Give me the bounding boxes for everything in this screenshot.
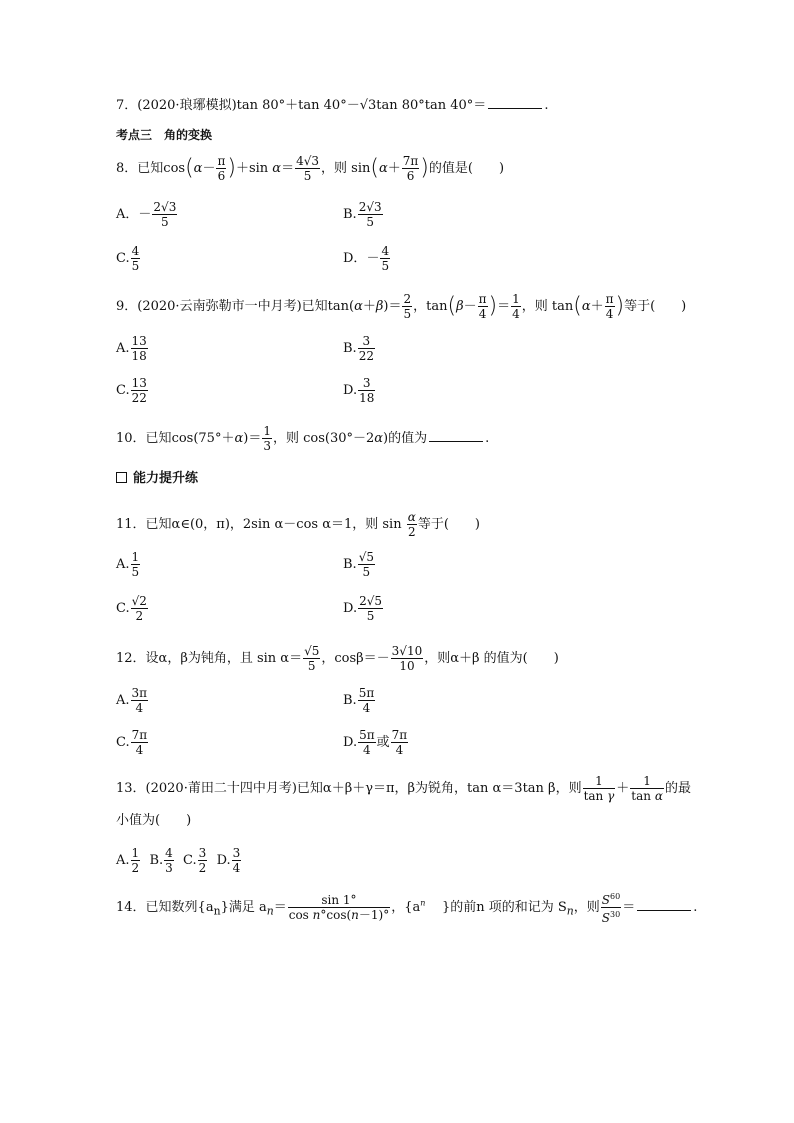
option-a: A．－ $\frac{2√3}{5}$ [116,200,177,229]
question-13: 13．(2020·莆田二十四中月考)已知α＋β＋γ＝π，β为锐角，tan α＝3tan β，则 $\frac{1}{\text{tan γ}}$ ＋ $\frac{1}{\text{tan α}}$ 的最 [116,774,691,803]
checkbox-icon [116,472,127,483]
option-b: B. $\frac{√5}{5}$ [343,550,374,579]
option-c: C. $\frac{4}{5}$ [116,244,140,273]
options-row: A. $\frac{1}{2}$ B. $\frac{4}{3}$ C. $\frac{3}{2}$ D. $\frac{3}{4}$ [116,846,241,875]
question-13-line2: 小值为( ) [116,813,192,828]
option-d: D．－ $\frac{4}{5}$ [343,244,390,273]
option-d: D. $\frac{3}{18}$ [343,376,375,405]
question-11: 11．已知α∈(0，π)，2sin α－cos α＝1，则 sin $\frac{\alpha}{2}$ 等于( ) [116,510,480,539]
option-b: B. $\frac{3}{22}$ [343,334,374,363]
option-c: C. $\frac{13}{22}$ [116,376,147,405]
option-b: B. $\frac{2√3}{5}$ [343,200,382,229]
question-14: 14．已知数列$\{a_n\}$满足 $a_n=$ $\frac{\sin 1^\circ}{\text{cos n°cos(n－1)°}}$ ，{$a^n$ }的前n 项的和记为 $S_n$，则 $\frac{S^{60}}{S^{30}}$ ＝ . [116,892,698,925]
question-9: 9．(2020·云南弥勒市一中月考)已知tan(α＋β)＝ $\frac{2}{5}$ ，tan(β－ $\frac{\pi}{4}$ )＝ $\frac{1}{4}$ ，则 tan(α＋ $\frac{\pi}{4}$ )等于( ) [116,292,687,321]
option-a: A. $\frac{1}{5}$ [116,550,140,579]
section-ability: 能力提升练 [116,470,198,488]
option-a: A. $\frac{3\pi}{4}$ [116,686,148,715]
option-b: B. $\frac{5\pi}{4}$ [343,686,375,715]
question-8: 8．已知cos(α－ $\frac{\pi}{6}$ )＋sin α＝ $\frac{4√3}{5}$ ，则 sin(α＋ $\frac{7\pi}{6}$ )的值是( ) [116,154,505,183]
question-12: 12．设α，β为钝角，且 sin α＝ $\frac{√5}{5}$ ，cosβ＝－ $\frac{3√10}{10}$ ，则α＋β 的值为( ) [116,644,559,673]
option-c: C. $\frac{7\pi}{4}$ [116,728,148,757]
answer-blank [637,898,691,911]
answer-blank [429,429,483,442]
section-heading: 考点三 角的变换 [116,128,213,142]
question-10: 10．已知cos(75°＋α)＝ $\frac{1}{3}$ ，则 cos(30°－2α)的值为 . [116,424,490,453]
question-7: 7．(2020·琅琊模拟)tan 80°＋tan 40°－√3tan 80°tan 40°＝ . [116,98,549,113]
option-d: D. $\frac{2√5}{5}$ [343,594,383,623]
option-c: C. $\frac{√2}{2}$ [116,594,147,623]
option-a: A. $\frac{13}{18}$ [116,334,147,363]
option-d: D. $\frac{5\pi}{4}$ 或 $\frac{7\pi}{4}$ [343,728,408,757]
answer-blank [488,96,542,109]
